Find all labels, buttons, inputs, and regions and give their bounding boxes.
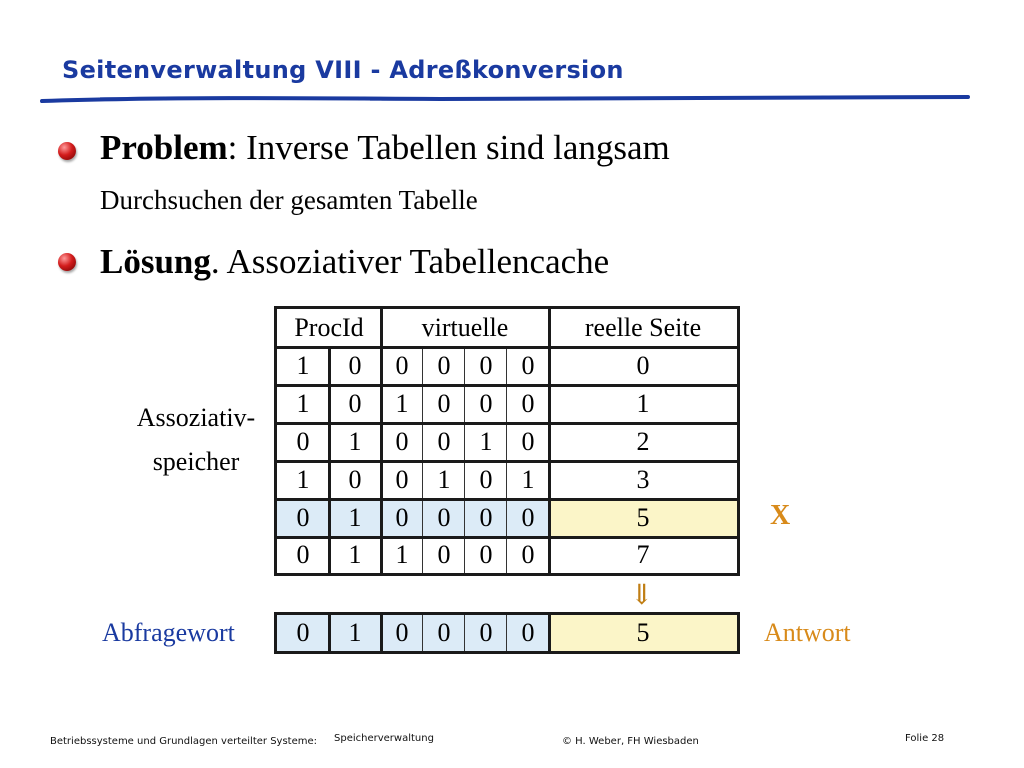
table-cell: 0 (479, 351, 493, 380)
table-divider (277, 498, 737, 501)
table-cell: 0 (437, 540, 451, 569)
table-cell: 0 (296, 503, 310, 532)
table-cell: 0 (521, 389, 535, 418)
table-cell: 0 (395, 503, 409, 532)
table-cell: 0 (437, 503, 451, 532)
table-cell: 0 (479, 503, 493, 532)
table-cell: 0 (521, 503, 535, 532)
down-arrow-icon: ⇓ (630, 580, 654, 611)
table-cell: 0 (348, 389, 362, 418)
table-cell: 0 (479, 540, 493, 569)
table-cell: 1 (437, 465, 451, 494)
table-cell: 1 (296, 389, 310, 418)
query-cell: 1 (348, 618, 362, 647)
table-cell: 0 (521, 427, 535, 456)
query-cell: 0 (521, 618, 535, 647)
query-cell: 5 (636, 618, 650, 647)
bullet-icon (58, 253, 76, 271)
assoc-memory-label: Assoziativ- speicher (136, 403, 256, 476)
query-cell: 0 (395, 618, 409, 647)
table-cell: 1 (348, 427, 362, 456)
footer-topic: Speicherverwaltung (334, 733, 434, 744)
table-cell: 1 (521, 465, 535, 494)
table-cell: 5 (636, 503, 650, 532)
associative-table (274, 306, 740, 576)
query-divider (548, 615, 551, 651)
header-procid: ProcId (294, 313, 364, 342)
table-cell: 1 (296, 351, 310, 380)
table-cell: 1 (636, 389, 650, 418)
table-cell: 2 (636, 427, 650, 456)
answer-label: Antwort (764, 618, 851, 647)
table-divider (277, 536, 737, 539)
query-row (274, 612, 740, 654)
table-cell: 0 (296, 427, 310, 456)
table-cell: 0 (395, 351, 409, 380)
query-divider (380, 615, 383, 651)
table-cell: 0 (348, 351, 362, 380)
table-cell: 0 (296, 540, 310, 569)
match-mark: X (770, 500, 791, 531)
table-cell: 0 (521, 351, 535, 380)
title-underline (40, 92, 970, 106)
table-cell: 0 (636, 351, 650, 380)
footer-slide-number: Folie 28 (905, 733, 945, 744)
table-divider (277, 346, 737, 349)
table-cell: 0 (479, 389, 493, 418)
table-cell: 0 (521, 540, 535, 569)
table-cell: 0 (437, 427, 451, 456)
table-cell: 0 (348, 465, 362, 494)
bullet-solution: Lösung. Assoziativer Tabellencache (100, 242, 610, 281)
table-cell: 0 (437, 351, 451, 380)
table-cell: 3 (636, 465, 650, 494)
query-cell: 0 (437, 618, 451, 647)
footer-course: Betriebssysteme und Grundlagen verteilter Systeme: (50, 736, 318, 747)
header-virtual: virtuelle (421, 313, 509, 342)
table-cell: 0 (479, 465, 493, 494)
table-cell: 1 (348, 540, 362, 569)
query-divider (422, 615, 423, 651)
table-cell: 1 (395, 389, 409, 418)
table-cell: 0 (395, 465, 409, 494)
query-divider (464, 615, 465, 651)
slide-title: Seitenverwaltung VIII - Adreßkonversion (62, 56, 624, 84)
table-cell: 1 (479, 427, 493, 456)
query-label: Abfragewort (102, 618, 235, 647)
bullet-problem: Problem: Inverse Tabellen sind langsam (100, 128, 670, 167)
footer-author: © H. Weber, FH Wiesbaden (562, 736, 699, 747)
bullet-problem-detail: Durchsuchen der gesamten Tabelle (100, 185, 478, 215)
table-cell: 1 (395, 540, 409, 569)
table-cell: 7 (636, 540, 650, 569)
header-real-page: reelle Seite (584, 313, 702, 342)
table-divider (277, 384, 737, 387)
table-divider (277, 422, 737, 425)
table-cell: 1 (296, 465, 310, 494)
table-cell: 1 (348, 503, 362, 532)
query-cell: 0 (296, 618, 310, 647)
table-divider (277, 460, 737, 463)
query-divider (328, 615, 331, 651)
table-cell: 0 (437, 389, 451, 418)
query-divider (506, 615, 507, 651)
bullet-icon (58, 142, 76, 160)
table-cell: 0 (395, 427, 409, 456)
query-cell: 0 (479, 618, 493, 647)
